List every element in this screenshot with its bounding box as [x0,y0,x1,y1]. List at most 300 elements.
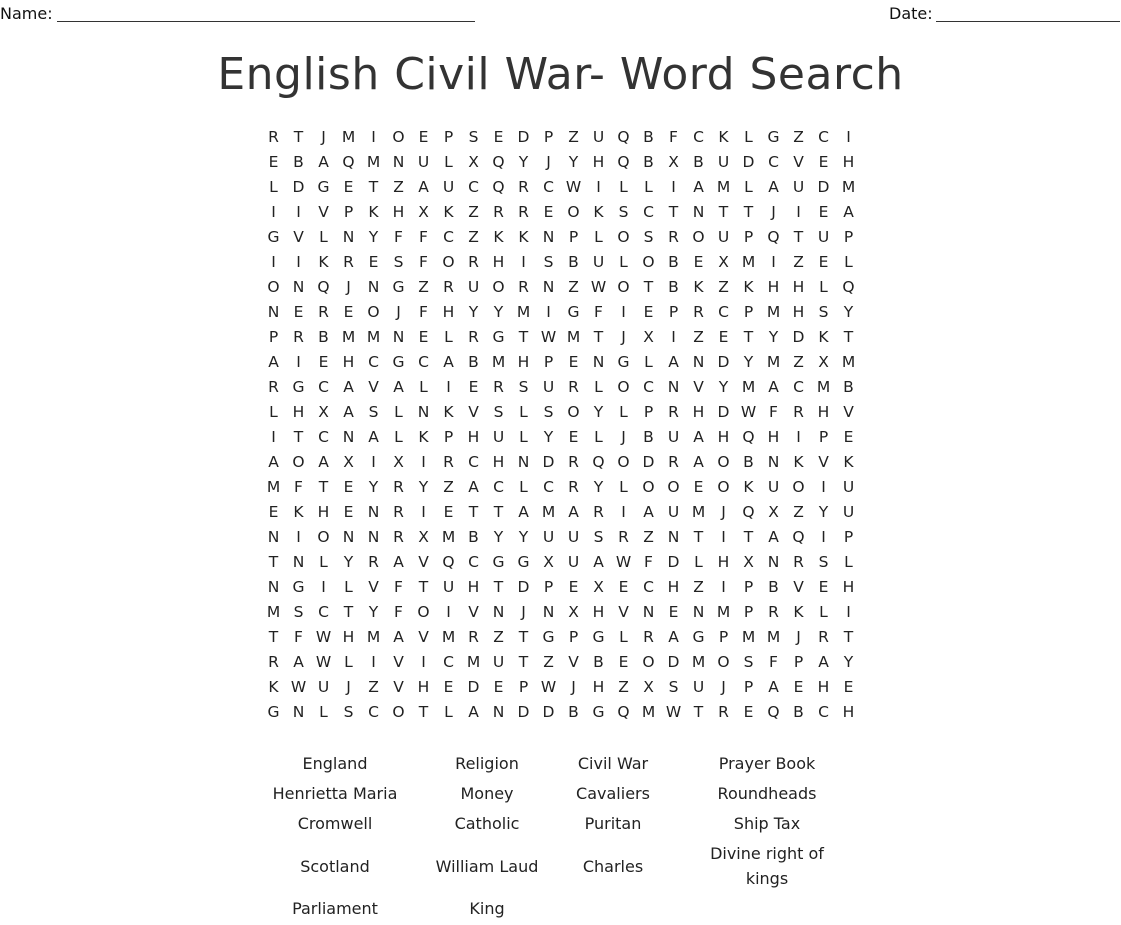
grid-letter[interactable]: A [668,628,679,646]
grid-letter[interactable]: I [371,128,376,146]
grid-letter[interactable]: S [368,403,379,421]
grid-letter[interactable]: N [267,578,280,596]
grid-letter[interactable]: A [468,703,479,721]
grid-letter[interactable]: Q [617,128,630,146]
grid-letter[interactable]: U [492,428,505,446]
grid-letter[interactable]: K [493,228,504,246]
grid-letter[interactable]: R [393,503,404,521]
grid-letter[interactable]: I [371,653,376,671]
grid-letter[interactable]: U [592,253,605,271]
grid-letter[interactable]: U [567,528,580,546]
grid-letter[interactable]: W [565,178,582,196]
grid-letter[interactable]: T [418,703,429,721]
grid-letter[interactable]: H [792,278,805,296]
grid-letter[interactable]: F [394,578,403,596]
grid-letter[interactable]: V [693,378,704,396]
grid-letter[interactable]: V [818,453,829,471]
grid-letter[interactable]: D [742,153,755,171]
grid-letter[interactable]: S [618,203,629,221]
grid-letter[interactable]: E [418,128,429,146]
grid-letter[interactable]: O [692,228,705,246]
grid-letter[interactable]: C [643,378,654,396]
grid-letter[interactable]: Q [592,453,605,471]
grid-letter[interactable]: D [467,678,480,696]
grid-letter[interactable]: N [642,603,655,621]
grid-letter[interactable]: N [342,428,355,446]
grid-letter[interactable]: Z [618,678,629,696]
grid-letter[interactable]: C [718,303,729,321]
grid-letter[interactable]: N [342,528,355,546]
grid-letter[interactable]: T [668,203,679,221]
grid-letter[interactable]: U [467,278,480,296]
grid-letter[interactable]: H [342,628,355,646]
grid-letter[interactable]: W [315,628,332,646]
grid-letter[interactable]: Q [617,153,630,171]
grid-letter[interactable]: I [421,453,426,471]
grid-letter[interactable]: H [392,203,405,221]
grid-letter[interactable]: G [542,628,555,646]
grid-letter[interactable]: U [417,153,430,171]
grid-letter[interactable]: Q [767,703,780,721]
grid-letter[interactable]: M [541,503,556,521]
grid-letter[interactable]: W [615,553,632,571]
grid-letter[interactable]: O [492,278,505,296]
grid-letter[interactable]: X [593,578,604,596]
grid-letter[interactable]: A [843,203,854,221]
grid-letter[interactable]: I [296,253,301,271]
grid-letter[interactable]: U [317,678,330,696]
grid-letter[interactable]: L [619,253,628,271]
grid-letter[interactable]: R [618,528,629,546]
grid-letter[interactable]: L [594,428,603,446]
grid-letter[interactable]: V [618,603,629,621]
grid-letter[interactable]: M [366,328,381,346]
grid-letter[interactable]: V [418,553,429,571]
grid-letter[interactable]: I [846,603,851,621]
grid-letter[interactable]: Y [593,478,604,496]
grid-letter[interactable]: E [493,128,504,146]
grid-letter[interactable]: N [292,703,305,721]
grid-letter[interactable]: C [318,603,329,621]
grid-letter[interactable]: L [344,578,353,596]
grid-letter[interactable]: S [818,303,829,321]
grid-letter[interactable]: O [317,528,330,546]
grid-letter[interactable]: B [793,703,804,721]
grid-letter[interactable]: U [667,503,680,521]
grid-letter[interactable]: R [793,403,804,421]
grid-letter[interactable]: T [743,203,754,221]
grid-letter[interactable]: T [693,703,704,721]
grid-letter[interactable]: R [518,203,529,221]
grid-letter[interactable]: C [543,178,554,196]
grid-letter[interactable]: L [694,553,703,571]
grid-letter[interactable]: M [266,478,281,496]
grid-letter[interactable]: K [793,453,804,471]
grid-letter[interactable]: P [543,128,554,146]
grid-letter[interactable]: X [543,553,554,571]
grid-letter[interactable]: N [767,453,780,471]
grid-letter[interactable]: D [517,128,530,146]
grid-letter[interactable]: L [394,403,403,421]
grid-letter[interactable]: A [368,428,379,446]
grid-letter[interactable]: I [371,453,376,471]
grid-letter[interactable]: E [718,328,729,346]
grid-letter[interactable]: W [290,678,307,696]
grid-letter[interactable]: E [693,253,704,271]
grid-letter[interactable]: G [492,328,505,346]
grid-letter[interactable]: C [318,378,329,396]
grid-letter[interactable]: C [368,353,379,371]
grid-letter[interactable]: O [717,478,730,496]
grid-letter[interactable]: O [792,478,805,496]
grid-letter[interactable]: A [393,553,404,571]
grid-letter[interactable]: B [568,703,579,721]
grid-letter[interactable]: R [568,478,579,496]
grid-letter[interactable]: J [346,678,351,696]
grid-letter[interactable]: I [446,378,451,396]
grid-letter[interactable]: Y [518,528,529,546]
grid-letter[interactable]: R [768,603,779,621]
grid-letter[interactable]: B [668,253,679,271]
grid-letter[interactable]: J [571,678,576,696]
grid-letter[interactable]: Y [343,553,354,571]
grid-letter[interactable]: X [568,603,579,621]
grid-letter[interactable]: N [692,203,705,221]
grid-letter[interactable]: A [568,503,579,521]
grid-letter[interactable]: R [393,478,404,496]
grid-letter[interactable]: M [816,378,831,396]
grid-letter[interactable]: Q [617,703,630,721]
grid-letter[interactable]: D [667,653,680,671]
grid-letter[interactable]: S [543,253,554,271]
grid-letter[interactable]: T [368,178,379,196]
grid-letter[interactable]: L [344,653,353,671]
grid-letter[interactable]: F [644,553,653,571]
grid-letter[interactable]: A [318,153,329,171]
grid-letter[interactable]: L [844,553,853,571]
grid-letter[interactable]: J [721,503,726,521]
grid-letter[interactable]: X [643,328,654,346]
grid-letter[interactable]: N [542,603,555,621]
grid-letter[interactable]: N [492,603,505,621]
grid-letter[interactable]: E [268,153,279,171]
grid-letter[interactable]: O [617,228,630,246]
grid-letter[interactable]: T [418,578,429,596]
grid-letter[interactable]: N [342,228,355,246]
grid-letter[interactable]: I [446,603,451,621]
grid-letter[interactable]: J [346,278,351,296]
grid-letter[interactable]: R [518,278,529,296]
grid-letter[interactable]: Q [767,228,780,246]
grid-letter[interactable]: I [296,353,301,371]
grid-letter[interactable]: E [568,428,579,446]
grid-letter[interactable]: R [668,403,679,421]
grid-letter[interactable]: V [468,603,479,621]
grid-letter[interactable]: Q [742,428,755,446]
grid-letter[interactable]: Z [443,478,454,496]
grid-letter[interactable]: T [468,503,479,521]
grid-letter[interactable]: Q [317,278,330,296]
grid-letter[interactable]: S [593,528,604,546]
grid-letter[interactable]: L [594,378,603,396]
grid-letter[interactable]: P [443,128,454,146]
grid-letter[interactable]: N [392,328,405,346]
grid-letter[interactable]: I [796,428,801,446]
grid-letter[interactable]: I [771,253,776,271]
grid-letter[interactable]: H [442,303,455,321]
grid-letter[interactable]: J [546,153,551,171]
grid-letter[interactable]: E [418,328,429,346]
grid-letter[interactable]: C [443,228,454,246]
grid-letter[interactable]: N [667,378,680,396]
grid-letter[interactable]: L [444,703,453,721]
grid-letter[interactable]: H [592,153,605,171]
grid-letter[interactable]: P [793,653,804,671]
grid-letter[interactable]: D [642,453,655,471]
grid-letter[interactable]: N [392,153,405,171]
grid-letter[interactable]: C [643,578,654,596]
grid-letter[interactable]: K [268,678,279,696]
grid-letter[interactable]: V [843,403,854,421]
grid-letter[interactable]: Z [493,628,504,646]
grid-letter[interactable]: H [317,503,330,521]
grid-letter[interactable]: H [342,353,355,371]
grid-letter[interactable]: S [743,653,754,671]
grid-letter[interactable]: N [292,278,305,296]
grid-letter[interactable]: R [318,303,329,321]
grid-letter[interactable]: R [693,303,704,321]
grid-letter[interactable]: I [721,578,726,596]
grid-letter[interactable]: X [718,253,729,271]
grid-letter[interactable]: T [743,528,754,546]
grid-letter[interactable]: A [293,653,304,671]
grid-letter[interactable]: C [468,178,479,196]
grid-letter[interactable]: H [692,403,705,421]
grid-letter[interactable]: T [643,278,654,296]
grid-letter[interactable]: X [768,503,779,521]
grid-letter[interactable]: H [667,578,680,596]
grid-letter[interactable]: U [442,578,455,596]
grid-letter[interactable]: V [568,653,579,671]
grid-letter[interactable]: L [744,178,753,196]
grid-letter[interactable]: V [393,653,404,671]
grid-letter[interactable]: W [540,678,557,696]
grid-letter[interactable]: M [366,153,381,171]
grid-letter[interactable]: Z [393,178,404,196]
grid-letter[interactable]: M [841,353,856,371]
grid-letter[interactable]: Y [418,478,429,496]
grid-letter[interactable]: Y [818,503,829,521]
grid-letter[interactable]: R [643,628,654,646]
grid-letter[interactable]: E [443,503,454,521]
grid-letter[interactable]: U [792,178,805,196]
grid-letter[interactable]: S [518,378,529,396]
grid-letter[interactable]: V [468,403,479,421]
grid-letter[interactable]: T [743,328,754,346]
grid-letter[interactable]: E [343,478,354,496]
grid-letter[interactable]: T [843,328,854,346]
grid-letter[interactable]: M [341,328,356,346]
grid-letter[interactable]: C [643,203,654,221]
grid-letter[interactable]: F [419,303,428,321]
grid-letter[interactable]: Z [793,503,804,521]
grid-letter[interactable]: H [767,278,780,296]
grid-letter[interactable]: B [743,453,754,471]
grid-letter[interactable]: D [717,403,730,421]
grid-letter[interactable]: H [817,678,830,696]
grid-letter[interactable]: Y [493,303,504,321]
grid-letter[interactable]: Q [342,153,355,171]
grid-letter[interactable]: H [717,553,730,571]
grid-letter[interactable]: W [665,703,682,721]
grid-letter[interactable]: D [717,353,730,371]
grid-letter[interactable]: S [343,703,354,721]
grid-letter[interactable]: A [343,403,354,421]
grid-letter[interactable]: E [693,478,704,496]
grid-letter[interactable]: O [667,478,680,496]
grid-letter[interactable]: O [617,453,630,471]
grid-letter[interactable]: A [768,178,779,196]
grid-letter[interactable]: X [418,203,429,221]
grid-letter[interactable]: P [818,428,829,446]
grid-letter[interactable]: L [319,703,328,721]
grid-letter[interactable]: A [268,353,279,371]
grid-letter[interactable]: I [271,253,276,271]
grid-letter[interactable]: T [493,503,504,521]
grid-letter[interactable]: Z [468,203,479,221]
grid-letter[interactable]: F [394,603,403,621]
grid-letter[interactable]: O [642,478,655,496]
grid-letter[interactable]: C [418,353,429,371]
grid-letter[interactable]: L [519,403,528,421]
grid-letter[interactable]: L [594,228,603,246]
grid-letter[interactable]: S [468,128,479,146]
grid-letter[interactable]: H [592,678,605,696]
grid-letter[interactable]: P [743,303,754,321]
grid-letter[interactable]: T [343,603,354,621]
grid-letter[interactable]: N [517,453,530,471]
grid-letter[interactable]: A [668,353,679,371]
grid-letter[interactable]: V [418,628,429,646]
grid-letter[interactable]: K [293,503,304,521]
grid-letter[interactable]: T [593,328,604,346]
grid-letter[interactable]: H [467,578,480,596]
grid-letter[interactable]: Z [418,278,429,296]
grid-letter[interactable]: I [721,528,726,546]
grid-letter[interactable]: A [393,378,404,396]
grid-letter[interactable]: B [568,253,579,271]
grid-letter[interactable]: A [418,178,429,196]
grid-letter[interactable]: T [843,628,854,646]
grid-letter[interactable]: E [818,153,829,171]
grid-letter[interactable]: P [643,403,654,421]
grid-letter[interactable]: K [743,478,754,496]
grid-letter[interactable]: L [394,428,403,446]
grid-letter[interactable]: I [846,128,851,146]
grid-letter[interactable]: Z [568,128,579,146]
grid-letter[interactable]: I [521,253,526,271]
grid-letter[interactable]: I [671,328,676,346]
grid-letter[interactable]: A [593,553,604,571]
grid-letter[interactable]: T [718,203,729,221]
grid-letter[interactable]: P [518,678,529,696]
grid-letter[interactable]: H [517,353,530,371]
grid-letter[interactable]: L [819,278,828,296]
grid-letter[interactable]: E [293,303,304,321]
grid-letter[interactable]: L [619,628,628,646]
grid-letter[interactable]: L [419,378,428,396]
grid-letter[interactable]: M [766,628,781,646]
grid-letter[interactable]: P [568,228,579,246]
grid-letter[interactable]: D [517,703,530,721]
grid-letter[interactable]: S [818,553,829,571]
grid-letter[interactable]: B [468,353,479,371]
grid-letter[interactable]: R [493,378,504,396]
grid-letter[interactable]: R [518,178,529,196]
grid-letter[interactable]: J [721,678,726,696]
grid-letter[interactable]: G [267,228,280,246]
grid-letter[interactable]: K [593,203,604,221]
grid-letter[interactable]: H [492,253,505,271]
grid-letter[interactable]: M [691,653,706,671]
name-line[interactable] [57,21,475,22]
grid-letter[interactable]: I [271,203,276,221]
grid-letter[interactable]: J [621,328,626,346]
grid-letter[interactable]: V [793,153,804,171]
grid-letter[interactable]: R [818,628,829,646]
grid-letter[interactable]: I [821,528,826,546]
grid-letter[interactable]: P [543,353,554,371]
grid-letter[interactable]: E [343,178,354,196]
grid-letter[interactable]: M [491,353,506,371]
grid-letter[interactable]: G [592,703,605,721]
grid-letter[interactable]: P [743,228,754,246]
grid-letter[interactable]: G [317,178,330,196]
grid-letter[interactable]: F [294,478,303,496]
grid-letter[interactable]: L [519,428,528,446]
grid-letter[interactable]: Q [492,178,505,196]
grid-letter[interactable]: N [542,228,555,246]
grid-letter[interactable]: J [321,128,326,146]
grid-letter[interactable]: K [743,278,754,296]
grid-letter[interactable]: B [843,378,854,396]
grid-letter[interactable]: A [693,453,704,471]
grid-letter[interactable]: C [318,428,329,446]
grid-letter[interactable]: C [693,128,704,146]
grid-letter[interactable]: V [393,678,404,696]
grid-letter[interactable]: U [592,128,605,146]
grid-letter[interactable]: M [741,628,756,646]
grid-letter[interactable]: R [718,703,729,721]
grid-letter[interactable]: L [844,253,853,271]
grid-letter[interactable]: G [567,303,580,321]
grid-letter[interactable]: T [318,478,329,496]
grid-letter[interactable]: R [343,253,354,271]
grid-letter[interactable]: I [296,203,301,221]
grid-letter[interactable]: U [717,228,730,246]
grid-letter[interactable]: X [743,553,754,571]
grid-letter[interactable]: M [691,503,706,521]
grid-letter[interactable]: U [567,553,580,571]
grid-letter[interactable]: Z [718,278,729,296]
grid-letter[interactable]: Q [792,528,805,546]
grid-letter[interactable]: L [819,603,828,621]
grid-letter[interactable]: H [292,403,305,421]
grid-letter[interactable]: M [366,628,381,646]
grid-letter[interactable]: N [667,528,680,546]
grid-letter[interactable]: H [792,303,805,321]
grid-letter[interactable]: O [617,378,630,396]
